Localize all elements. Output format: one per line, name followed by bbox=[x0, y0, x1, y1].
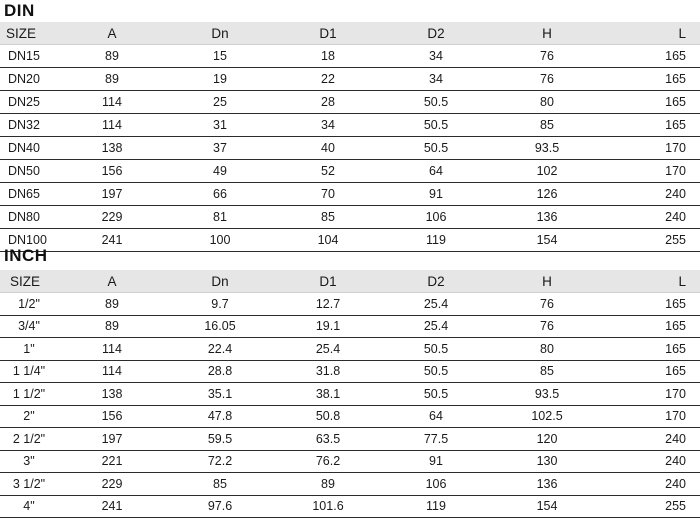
value-cell: 38.1 bbox=[274, 383, 382, 406]
value-cell: 76 bbox=[490, 315, 604, 338]
din-dimension-table bbox=[0, 22, 700, 252]
value-cell: 165 bbox=[604, 293, 700, 316]
value-cell: 165 bbox=[604, 114, 700, 137]
value-cell: 165 bbox=[604, 360, 700, 383]
value-cell: 15 bbox=[166, 45, 274, 68]
din-section-title: DIN bbox=[4, 1, 35, 20]
size-cell: DN80 bbox=[0, 206, 58, 229]
value-cell: 102 bbox=[490, 160, 604, 183]
value-cell: 93.5 bbox=[490, 137, 604, 160]
size-cell: 2 1/2" bbox=[0, 428, 58, 451]
value-cell: 25.4 bbox=[274, 338, 382, 361]
value-cell: 197 bbox=[58, 428, 166, 451]
value-cell: 170 bbox=[604, 160, 700, 183]
size-cell: DN20 bbox=[0, 68, 58, 91]
value-cell: 154 bbox=[490, 495, 604, 518]
value-cell: 240 bbox=[604, 428, 700, 451]
value-cell: 229 bbox=[58, 473, 166, 496]
value-cell: 25 bbox=[166, 91, 274, 114]
value-cell: 170 bbox=[604, 137, 700, 160]
value-cell: 76 bbox=[490, 293, 604, 316]
value-cell: 138 bbox=[58, 137, 166, 160]
value-cell: 119 bbox=[382, 495, 490, 518]
value-cell: 104 bbox=[274, 229, 382, 252]
value-cell: 50.8 bbox=[274, 405, 382, 428]
value-cell: 85 bbox=[490, 360, 604, 383]
value-cell: 89 bbox=[274, 473, 382, 496]
value-cell: 89 bbox=[58, 45, 166, 68]
value-cell: 76.2 bbox=[274, 450, 382, 473]
table-row bbox=[0, 450, 700, 473]
value-cell: 97.6 bbox=[166, 495, 274, 518]
value-cell: 100 bbox=[166, 229, 274, 252]
value-cell: 136 bbox=[490, 206, 604, 229]
value-cell: 22 bbox=[274, 68, 382, 91]
value-cell: 85 bbox=[274, 206, 382, 229]
column-header-a: A bbox=[58, 22, 166, 45]
value-cell: 85 bbox=[490, 114, 604, 137]
value-cell: 66 bbox=[166, 183, 274, 206]
value-cell: 35.1 bbox=[166, 383, 274, 406]
size-cell: DN40 bbox=[0, 137, 58, 160]
value-cell: 114 bbox=[58, 114, 166, 137]
column-header-size: SIZE bbox=[0, 270, 58, 293]
inch-dimension-table bbox=[0, 270, 700, 518]
value-cell: 34 bbox=[382, 68, 490, 91]
table-row bbox=[0, 360, 700, 383]
column-header-l: L bbox=[604, 22, 700, 45]
column-header-d2: D2 bbox=[382, 270, 490, 293]
value-cell: 50.5 bbox=[382, 91, 490, 114]
din-table-body bbox=[0, 45, 700, 252]
value-cell: 59.5 bbox=[166, 428, 274, 451]
value-cell: 221 bbox=[58, 450, 166, 473]
size-cell: DN15 bbox=[0, 45, 58, 68]
value-cell: 240 bbox=[604, 183, 700, 206]
value-cell: 76 bbox=[490, 45, 604, 68]
value-cell: 77.5 bbox=[382, 428, 490, 451]
table-row bbox=[0, 428, 700, 451]
value-cell: 241 bbox=[58, 229, 166, 252]
column-header-size: SIZE bbox=[0, 22, 58, 45]
value-cell: 50.5 bbox=[382, 383, 490, 406]
value-cell: 50.5 bbox=[382, 360, 490, 383]
table-row bbox=[0, 405, 700, 428]
table-row bbox=[0, 383, 700, 406]
size-cell: 1/2" bbox=[0, 293, 58, 316]
value-cell: 31 bbox=[166, 114, 274, 137]
column-header-d1: D1 bbox=[274, 270, 382, 293]
value-cell: 19.1 bbox=[274, 315, 382, 338]
value-cell: 50.5 bbox=[382, 114, 490, 137]
value-cell: 240 bbox=[604, 450, 700, 473]
column-header-d2: D2 bbox=[382, 22, 490, 45]
value-cell: 25.4 bbox=[382, 315, 490, 338]
size-cell: DN25 bbox=[0, 91, 58, 114]
value-cell: 80 bbox=[490, 91, 604, 114]
value-cell: 114 bbox=[58, 91, 166, 114]
value-cell: 50.5 bbox=[382, 137, 490, 160]
value-cell: 19 bbox=[166, 68, 274, 91]
value-cell: 31.8 bbox=[274, 360, 382, 383]
table-row bbox=[0, 68, 700, 91]
table-row bbox=[0, 206, 700, 229]
value-cell: 114 bbox=[58, 338, 166, 361]
column-header-dn: Dn bbox=[166, 270, 274, 293]
size-cell: 3/4" bbox=[0, 315, 58, 338]
value-cell: 240 bbox=[604, 473, 700, 496]
table-row bbox=[0, 91, 700, 114]
value-cell: 138 bbox=[58, 383, 166, 406]
value-cell: 170 bbox=[604, 405, 700, 428]
size-cell: 4" bbox=[0, 495, 58, 518]
value-cell: 101.6 bbox=[274, 495, 382, 518]
column-header-dn: Dn bbox=[166, 22, 274, 45]
size-cell: DN50 bbox=[0, 160, 58, 183]
value-cell: 91 bbox=[382, 183, 490, 206]
value-cell: 126 bbox=[490, 183, 604, 206]
value-cell: 89 bbox=[58, 68, 166, 91]
din-header-row bbox=[0, 22, 700, 45]
value-cell: 229 bbox=[58, 206, 166, 229]
value-cell: 28 bbox=[274, 91, 382, 114]
column-header-l: L bbox=[604, 270, 700, 293]
value-cell: 25.4 bbox=[382, 293, 490, 316]
value-cell: 102.5 bbox=[490, 405, 604, 428]
table-row bbox=[0, 495, 700, 518]
value-cell: 165 bbox=[604, 338, 700, 361]
value-cell: 72.2 bbox=[166, 450, 274, 473]
value-cell: 89 bbox=[58, 293, 166, 316]
value-cell: 64 bbox=[382, 160, 490, 183]
value-cell: 50.5 bbox=[382, 338, 490, 361]
value-cell: 156 bbox=[58, 160, 166, 183]
value-cell: 255 bbox=[604, 229, 700, 252]
value-cell: 70 bbox=[274, 183, 382, 206]
value-cell: 106 bbox=[382, 206, 490, 229]
column-header-h: H bbox=[490, 270, 604, 293]
value-cell: 241 bbox=[58, 495, 166, 518]
table-row bbox=[0, 160, 700, 183]
value-cell: 47.8 bbox=[166, 405, 274, 428]
size-cell: 3 1/2" bbox=[0, 473, 58, 496]
value-cell: 12.7 bbox=[274, 293, 382, 316]
size-cell: 1 1/4" bbox=[0, 360, 58, 383]
value-cell: 81 bbox=[166, 206, 274, 229]
table-row bbox=[0, 293, 700, 316]
value-cell: 16.05 bbox=[166, 315, 274, 338]
value-cell: 9.7 bbox=[166, 293, 274, 316]
value-cell: 130 bbox=[490, 450, 604, 473]
value-cell: 63.5 bbox=[274, 428, 382, 451]
column-header-a: A bbox=[58, 270, 166, 293]
value-cell: 119 bbox=[382, 229, 490, 252]
column-header-h: H bbox=[490, 22, 604, 45]
size-cell: DN100 bbox=[0, 229, 58, 252]
value-cell: 64 bbox=[382, 405, 490, 428]
size-cell: 2" bbox=[0, 405, 58, 428]
value-cell: 34 bbox=[382, 45, 490, 68]
size-cell: 3" bbox=[0, 450, 58, 473]
table-row bbox=[0, 338, 700, 361]
table-row bbox=[0, 114, 700, 137]
value-cell: 93.5 bbox=[490, 383, 604, 406]
value-cell: 80 bbox=[490, 338, 604, 361]
value-cell: 197 bbox=[58, 183, 166, 206]
value-cell: 165 bbox=[604, 315, 700, 338]
value-cell: 240 bbox=[604, 206, 700, 229]
value-cell: 165 bbox=[604, 91, 700, 114]
table-row bbox=[0, 473, 700, 496]
value-cell: 154 bbox=[490, 229, 604, 252]
value-cell: 136 bbox=[490, 473, 604, 496]
table-row bbox=[0, 315, 700, 338]
size-cell: DN65 bbox=[0, 183, 58, 206]
value-cell: 106 bbox=[382, 473, 490, 496]
value-cell: 170 bbox=[604, 383, 700, 406]
inch-table-body bbox=[0, 293, 700, 518]
inch-section-title: INCH bbox=[4, 246, 48, 265]
value-cell: 91 bbox=[382, 450, 490, 473]
table-row bbox=[0, 45, 700, 68]
size-cell: 1" bbox=[0, 338, 58, 361]
value-cell: 28.8 bbox=[166, 360, 274, 383]
value-cell: 40 bbox=[274, 137, 382, 160]
value-cell: 165 bbox=[604, 45, 700, 68]
value-cell: 114 bbox=[58, 360, 166, 383]
inch-header-row bbox=[0, 270, 700, 293]
value-cell: 76 bbox=[490, 68, 604, 91]
value-cell: 89 bbox=[58, 315, 166, 338]
value-cell: 22.4 bbox=[166, 338, 274, 361]
value-cell: 120 bbox=[490, 428, 604, 451]
value-cell: 85 bbox=[166, 473, 274, 496]
value-cell: 37 bbox=[166, 137, 274, 160]
column-header-d1: D1 bbox=[274, 22, 382, 45]
value-cell: 34 bbox=[274, 114, 382, 137]
value-cell: 52 bbox=[274, 160, 382, 183]
size-cell: 1 1/2" bbox=[0, 383, 58, 406]
size-cell: DN32 bbox=[0, 114, 58, 137]
value-cell: 18 bbox=[274, 45, 382, 68]
table-row bbox=[0, 137, 700, 160]
value-cell: 165 bbox=[604, 68, 700, 91]
table-row bbox=[0, 183, 700, 206]
value-cell: 49 bbox=[166, 160, 274, 183]
table-row bbox=[0, 229, 700, 252]
value-cell: 255 bbox=[604, 495, 700, 518]
value-cell: 156 bbox=[58, 405, 166, 428]
